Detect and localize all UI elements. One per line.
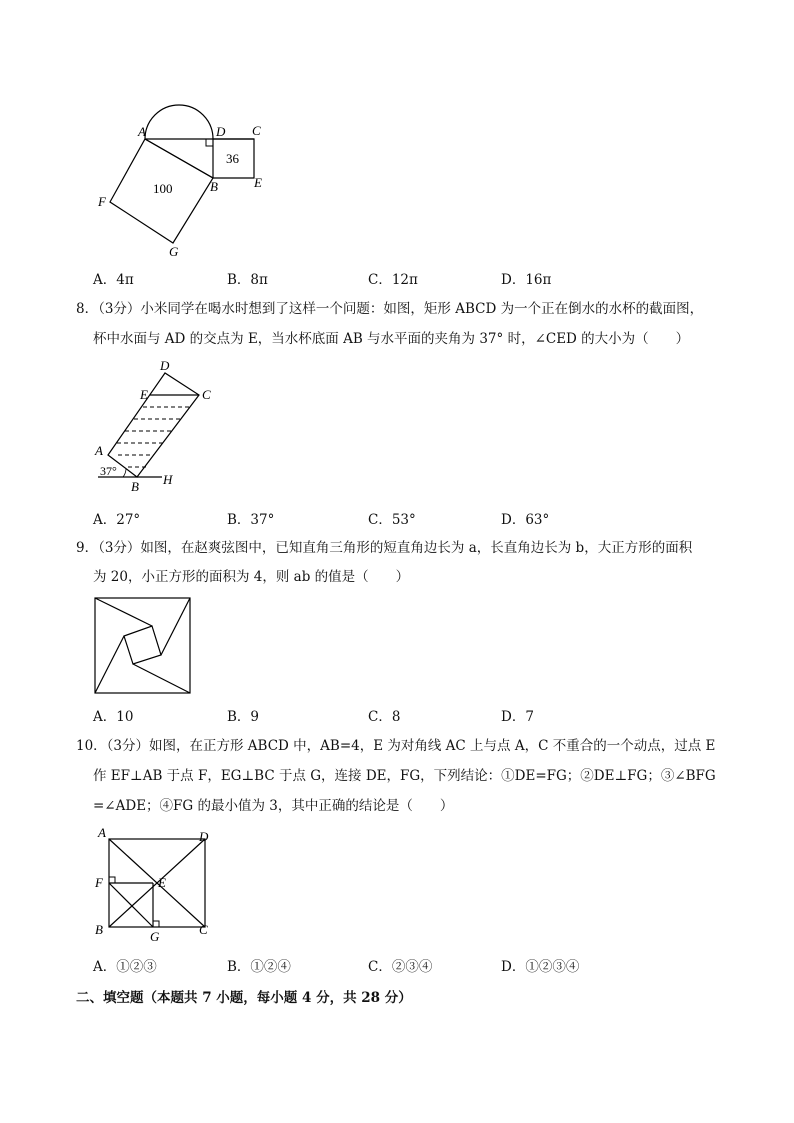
q7-label-f: F bbox=[98, 194, 106, 209]
q10-label-f: F bbox=[95, 875, 103, 890]
q7-area-small: 36 bbox=[226, 151, 239, 166]
q10-option-b: B．①②④ bbox=[227, 959, 291, 975]
q8-option-a: A．27° bbox=[93, 512, 141, 528]
q9-figure bbox=[94, 597, 192, 695]
q7-label-b: B bbox=[210, 179, 218, 194]
q8-option-b: B．37° bbox=[227, 512, 275, 528]
q7-semicircle bbox=[145, 105, 213, 139]
q9-stem-line2: 为 20，小正方形的面积为 4，则 ab 的值是（ ） bbox=[93, 569, 410, 585]
q7-option-c: C．12π bbox=[368, 272, 418, 288]
q10-label-a: A bbox=[98, 825, 106, 840]
q8-stem-line2: 杯中水面与 AD 的交点为 E，当水杯底面 AB 与水平面的夹角为 37° 时，∠CED 的大小为（ ） bbox=[93, 331, 690, 347]
q10-label-d: D bbox=[199, 829, 209, 844]
q8-label-d: D bbox=[160, 358, 170, 373]
q8-label-e: E bbox=[140, 387, 148, 402]
q9-option-b: B．9 bbox=[227, 709, 260, 725]
q8-label-b: B bbox=[131, 479, 139, 494]
q10-option-c: C．②③④ bbox=[368, 959, 433, 975]
q8-label-h: H bbox=[163, 472, 173, 487]
q7-label-a: A bbox=[138, 124, 146, 139]
q10-option-d: D．①②③④ bbox=[501, 959, 580, 975]
q7-figure bbox=[90, 95, 280, 260]
q10-label-b: B bbox=[95, 922, 103, 937]
q8-option-d: D．63° bbox=[501, 512, 550, 528]
q8-label-c: C bbox=[202, 387, 211, 402]
q7-label-d: D bbox=[216, 124, 226, 139]
q9-stem-line1: 9．（3分）如图，在赵爽弦图中，已知直角三角形的短直角边长为 a，长直角边长为 b，大正方形的面积 bbox=[76, 540, 693, 556]
q7-area-big: 100 bbox=[153, 181, 173, 196]
q10-stem-line1: 10．（3分）如图，在正方形 ABCD 中，AB=4，E 为对角线 AC 上与点 A，C 不重合的一个动点，过点 E bbox=[76, 738, 716, 754]
q10-figure bbox=[90, 826, 220, 946]
q8-option-c: C．53° bbox=[368, 512, 416, 528]
q9-option-d: D．7 bbox=[501, 709, 534, 725]
q7-label-e: E bbox=[254, 175, 262, 190]
q7-option-d: D．16π bbox=[501, 272, 552, 288]
q10-label-g: G bbox=[150, 929, 160, 944]
q10-stem-line3: =∠ADE；④FG 的最小值为 3，其中正确的结论是（ ） bbox=[93, 798, 454, 814]
q8-angle-label: 37° bbox=[100, 464, 117, 478]
q7-label-g: G bbox=[169, 244, 179, 259]
q7-label-c: C bbox=[252, 123, 261, 138]
q9-option-a: A．10 bbox=[93, 709, 134, 725]
q7-option-b: B．8π bbox=[227, 272, 268, 288]
q7-option-a: A．4π bbox=[93, 272, 134, 288]
q9-option-c: C．8 bbox=[368, 709, 401, 725]
q10-label-c: C bbox=[199, 922, 208, 937]
q8-stem-line1: 8．（3分）小米同学在喝水时想到了这样一个问题：如图，矩形 ABCD 为一个正在倒水的水杯的截面图， bbox=[76, 301, 704, 317]
section-2-title: 二、填空题（本题共 7 小题，每小题 4 分，共 28 分） bbox=[76, 990, 412, 1006]
q8-label-a: A bbox=[95, 443, 103, 458]
q10-stem-line2: 作 EF⊥AB 于点 F，EG⊥BC 于点 G，连接 DE，FG，下列结论：①DE=FG；②DE⊥FG；③∠BFG bbox=[93, 768, 716, 784]
q10-label-e: E bbox=[158, 875, 166, 890]
q8-figure bbox=[90, 355, 211, 495]
q10-option-a: A．①②③ bbox=[93, 959, 157, 975]
